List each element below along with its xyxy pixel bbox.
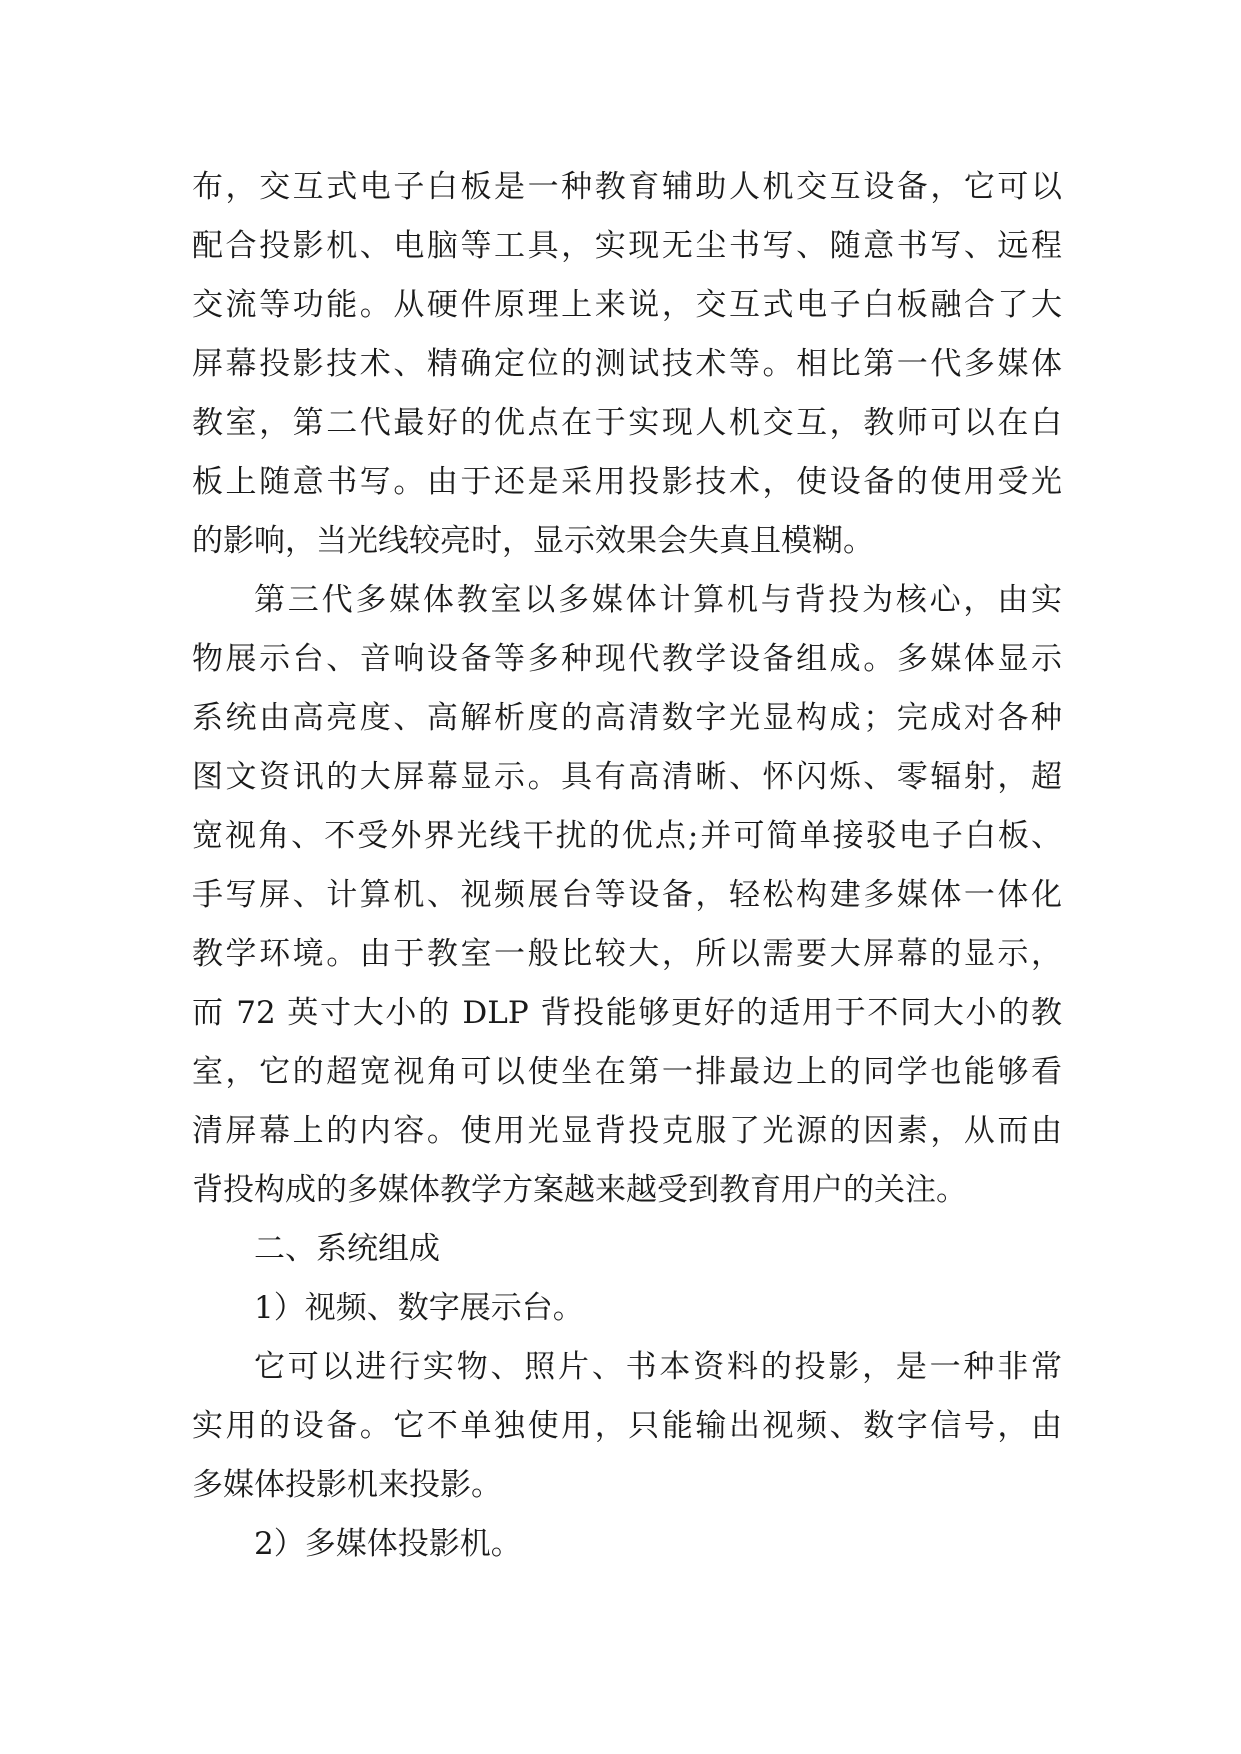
body-text xyxy=(192,158,1062,1574)
text-line: 背投构成的多媒体教学方案越来越受到教育用户的关注。 xyxy=(192,1172,967,1208)
text-line: 第三代多媒体教室以多媒体计算机与背投为核心，由实 xyxy=(254,582,1062,618)
section-heading xyxy=(192,1220,1062,1279)
subheading-1 xyxy=(192,1279,1062,1338)
paragraph-whiteboard xyxy=(192,158,1062,571)
text-line: 多媒体投影机来投影。 xyxy=(192,1467,502,1503)
text-line: 宽视角、不受外界光线干扰的优点;并可简单接驳电子白板、 xyxy=(192,818,1062,854)
paragraph-third-generation xyxy=(192,571,1062,1220)
text-line: 而 72 英寸大小的 DLP 背投能够更好的适用于不同大小的教 xyxy=(192,995,1062,1031)
heading-system-composition: 二、系统组成 xyxy=(254,1231,440,1267)
item-heading: 2）多媒体投影机。 xyxy=(254,1526,522,1562)
text-line: 室，它的超宽视角可以使坐在第一排最边上的同学也能够看 xyxy=(192,1054,1062,1090)
text-line: 交流等功能。从硬件原理上来说，交互式电子白板融合了大 xyxy=(192,287,1062,323)
text-line: 布，交互式电子白板是一种教育辅助人机交互设备，它可以 xyxy=(192,169,1062,205)
text-line: 板上随意书写。由于还是采用投影技术，使设备的使用受光 xyxy=(192,464,1062,500)
text-line: 教室，第二代最好的优点在于实现人机交互，教师可以在白 xyxy=(192,405,1062,441)
item-heading: 1）视频、数字展示台。 xyxy=(254,1290,584,1326)
text-line: 图文资讯的大屏幕显示。具有高清晰、怀闪烁、零辐射，超 xyxy=(192,759,1062,795)
text-line: 实用的设备。它不单独使用，只能输出视频、数字信号，由 xyxy=(192,1408,1062,1444)
text-line: 屏幕投影技术、精确定位的测试技术等。相比第一代多媒体 xyxy=(192,346,1062,382)
text-line: 手写屏、计算机、视频展台等设备，轻松构建多媒体一体化 xyxy=(192,877,1062,913)
text-line: 物展示台、音响设备等多种现代教学设备组成。多媒体显示 xyxy=(192,641,1062,677)
text-line: 配合投影机、电脑等工具，实现无尘书写、随意书写、远程 xyxy=(192,228,1062,264)
text-line: 清屏幕上的内容。使用光显背投克服了光源的因素，从而由 xyxy=(192,1113,1062,1149)
text-line: 系统由高亮度、高解析度的高清数字光显构成；完成对各种 xyxy=(192,700,1062,736)
paragraph-display-stand xyxy=(192,1338,1062,1515)
text-line: 的影响，当光线较亮时，显示效果会失真且模糊。 xyxy=(192,523,874,559)
text-line: 教学环境。由于教室一般比较大，所以需要大屏幕的显示， xyxy=(192,936,1062,972)
subheading-2 xyxy=(192,1515,1062,1574)
text-line: 它可以进行实物、照片、书本资料的投影，是一种非常 xyxy=(254,1349,1062,1385)
